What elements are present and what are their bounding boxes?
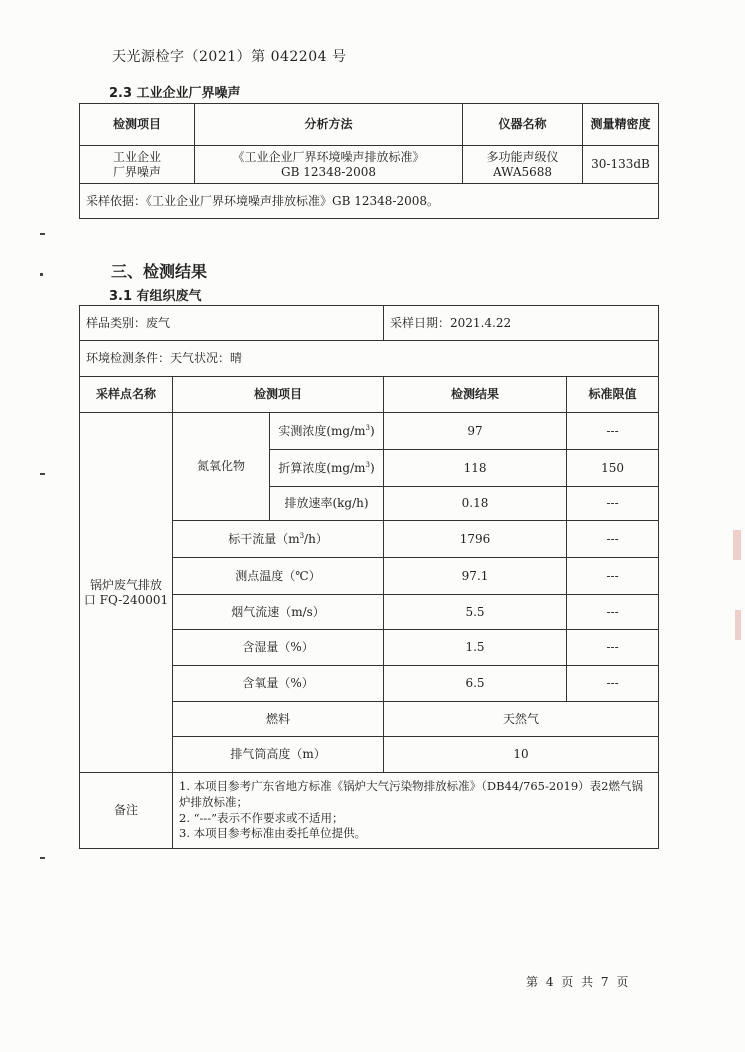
remarks-content	[173, 773, 659, 849]
section-title-organized-gas: 3.1 有组织废气	[109, 289, 202, 304]
velocity-label: 烟气流速（m/s）	[173, 595, 384, 630]
moisture-label: 含湿量（%）	[173, 630, 384, 666]
temperature-limit: ---	[567, 558, 659, 595]
velocity-limit: ---	[567, 595, 659, 630]
flow-label: 标干流量$(m^3/h)$	[173, 521, 384, 558]
nox-converted-result: 118	[384, 450, 567, 487]
flow-result: 1796	[384, 521, 567, 558]
noise-precision-cell: 30-133dB	[583, 146, 659, 184]
fuel-label: 燃料	[173, 702, 384, 737]
nox-measured-limit: ---	[567, 413, 659, 450]
nox-measured-label: 实测浓度$(mg/m^3)$	[270, 413, 384, 450]
col-header-item: 检测项目	[80, 104, 195, 146]
scan-mark	[40, 233, 45, 235]
nox-rate-limit: ---	[567, 487, 659, 521]
remark-1: 1. 本项目参考广东省地方标准《锅炉大气污染物排放标准》（DB44/765-2019）表2燃气锅炉排放标准；	[179, 779, 643, 809]
sample-type: 样品类别：废气	[80, 306, 384, 341]
noise-basis: 采样依据：《工业企业厂界环境噪声排放标准》GB 12348-2008。	[80, 184, 659, 219]
nox-measured-result: 97	[384, 413, 567, 450]
fuel-value: 天然气	[384, 702, 659, 737]
sampling-point-cell: 锅炉废气排放 口 FQ-240001	[80, 413, 173, 773]
sample-date: 采样日期：2021.4.22	[384, 306, 659, 341]
flow-limit: ---	[567, 521, 659, 558]
noise-method-cell: 《工业企业厂界环境噪声排放标准》 GB 12348-2008	[195, 146, 463, 184]
scan-mark	[40, 857, 45, 859]
col-header-limit: 标准限值	[567, 377, 659, 413]
nox-rate-result: 0.18	[384, 487, 567, 521]
remarks-label: 备注	[80, 773, 173, 849]
section-title-results: 三、检测结果	[111, 262, 208, 281]
col-header-method: 分析方法	[195, 104, 463, 146]
nox-converted-label: 折算浓度$(mg/m^3)$	[270, 450, 384, 487]
moisture-result: 1.5	[384, 630, 567, 666]
remark-3: 3. 本项目参考标准由委托单位提供。	[179, 826, 367, 841]
velocity-result: 5.5	[384, 595, 567, 630]
stack-height-label: 排气筒高度（m）	[173, 737, 384, 773]
seal-edge	[733, 530, 741, 560]
remark-2: 2. “---”表示不作要求或不适用；	[179, 810, 344, 825]
page-footer: 第 4 页 共 7 页	[526, 975, 629, 989]
scan-mark	[40, 473, 45, 475]
noise-item-cell: 工业企业 厂界噪声	[80, 146, 195, 184]
temperature-result: 97.1	[384, 558, 567, 595]
nox-label: 氮氧化物	[173, 413, 270, 521]
col-header-point: 采样点名称	[80, 377, 173, 413]
col-header-test-item: 检测项目	[173, 377, 384, 413]
col-header-result: 检测结果	[384, 377, 567, 413]
section-title-noise: 2.3 工业企业厂界噪声	[109, 86, 241, 101]
nox-rate-label: 排放速率(kg/h)	[270, 487, 384, 521]
noise-method-table	[79, 103, 659, 219]
scan-mark	[40, 273, 43, 276]
environment-conditions: 环境检测条件：天气状况：晴	[80, 341, 659, 377]
oxygen-label: 含氧量（%）	[173, 666, 384, 702]
temperature-label: 测点温度（℃）	[173, 558, 384, 595]
seal-edge	[735, 610, 741, 640]
col-header-instrument: 仪器名称	[463, 104, 583, 146]
nox-converted-limit: 150	[567, 450, 659, 487]
moisture-limit: ---	[567, 630, 659, 666]
stack-height-value: 10	[384, 737, 659, 773]
col-header-precision: 测量精密度	[583, 104, 659, 146]
oxygen-result: 6.5	[384, 666, 567, 702]
report-number: 天光源检字（2021）第 042204 号	[112, 49, 347, 65]
oxygen-limit: ---	[567, 666, 659, 702]
noise-instrument-cell: 多功能声级仪 AWA5688	[463, 146, 583, 184]
waste-gas-table	[79, 305, 659, 849]
